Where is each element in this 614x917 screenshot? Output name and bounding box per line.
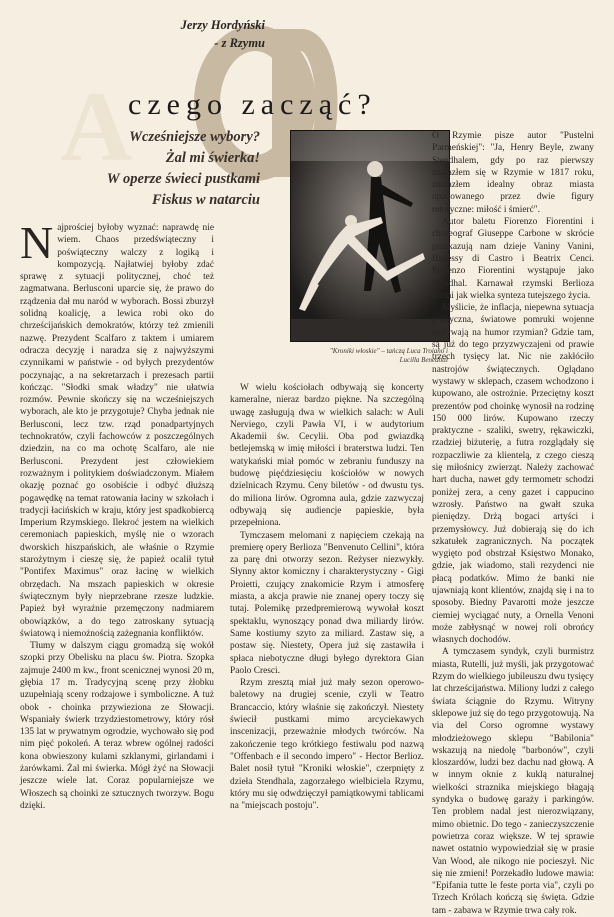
drop-cap: N [20,217,54,268]
column-3-paragraph-2: Autor baletu Fiorenzo Fiorentini i choreograf Giuseppe Carbone w skrócie przekazują nam dzieje Vaniny Vanini, Badessy di Castro i Beatrix Cenci. Fiorenzo Fiorentini wystąpuje jako Stendhal. Karnawał rzymski Berlioza brzmi jak wielka synteza tutejszego życia. [432,217,594,301]
column-1-paragraph-1: ajprościej byłoby wyznać: naprawdę nie wiem. Chaos przedświąteczny i poświąteczny walczy z logiką i kompozycją. Najłatwiej byłoby zdać sprawę z sytuacji politycznej, choć też zagmatwana. Berlusconi uparcie się, że prawo do rządzenia dał mu naród w wyborach. Bossi zburzył solidną koalicję, a lewica robi oko do chrześcijańskich demokratów, którzy też zmienili nazwę. Prezydent Scalfaro z taktem i umiarem odracza decyzję i naradza się z najwyższymi czynnikami w państwie - od byłych prezydentów poczynając, a na sekretarzach i prezesach partii kończąc. "Słodki smak władzy" nie ułatwia rozmów. Pewnie skończy się na wcześniejszych wyborach, ale kto je przygotuje? Chyba jednak nie Berlusconi, lecz tzw. rząd ponadpartyjnych technokratów, czyli fachowców z poszczególnych dziedzin, na co ma ochotę Scalfaro, ale nie Berlusconi. Prezydent jest człowiekiem rozważnym i politykiem doświadczonym. Miałem okazję poznać go osobiście i odbyć dłuższą pogawędkę na temat ratowania łaciny w szkołach i tradycji łacińskich w kraju, który jest spadkobiercą Imperium Rzymskiego. Ilekroć jestem na wielkich ceremoniach papieskich, myślę nie o wzorach dworskich hiszpańskich, ale właśnie o Rzymie starożytnym i cieszę się, że papież ocalił tytuł "Pontifex Maximus" oraz łacinę w wielkich obrzędach. Na mszach papieskich w okresie świątecznym były nieprzebrane rzesze ludzkie. Papież był wyraźnie przemęczony nadmiarem obowiązków, a do tego zatroskany sytuacją światową i niemożnością zażegnania konfliktów. [20,223,214,639]
column-2-paragraph-2: Tymczasem melomani z napięciem czekają na premierę opery Berlioza "Benvenuto Cellini", która za parę dni otworzy sezon. Reżyser niezwykły. Słynny aktor komiczny i charakterystyczny - Gigi Proietti, czujący znakomicie Rzym i atmosferę miasta, a akcja prawie nie znanej opery toczy się tutaj. Polemikę przedpremierową wywołał koszt spektaklu, wynoszący ponad dwa miliardy lirów. Same kostiumy szyto za miliard. Zastaw się, a postaw się. Niestety, Opera już się zastawiła i spłaca niebotyczne długi byłego dyrektora Gian Paolo Cresci. [230,530,424,676]
column-2-paragraph-3: Rzym zresztą miał już mały sezon operowo-baletowy na drugiej scenie, czyli w Teatro Brancaccio, który właśnie się zakończył. Niestety świecił pustkami mimo arcyciekawych inscenizacji, przeważnie młodych twórców. Na zakończenie tego krótkiego festiwalu pod nazwą "Offenbach e il secondo impero" - Hector Berlioz. Balet nosił tytuł "Kroniki włoskie", czerpnięty z dzieła Stendhala, zagorzałego wielbiciela Rzymu, który mu się odwdzięczył pamiątkowymi tablicami na "miejscach postoju". [230,678,424,812]
page-headline: czego zacząć? [128,88,377,121]
photo-caption: "Kroniki włoskie" – tańczą Luca Troiano i Lucilla Benedotti [329,347,448,364]
lead-line-2: Żal mi świerka! [165,150,260,166]
author-location: - z Rzymu [214,36,265,50]
svg-text:A: A [60,71,133,182]
column-1-paragraph-2: Tłumy w dalszym ciągu gromadzą się wokół szopki przy Obelisku na placu św. Piotra. Szopka zajmuje 2400 m kw., front scenicznej wynosi 20 m, głębia 17 m. Tradycyjną scenę przy żłobku uzupełniają sceny rodzajowe i symboliczne. A tuż obok - choinka przywieziona ze Słowacji. Wspaniały świerk trzydziestometrowy, który rósł 135 lat w prywatnym ogrodzie, wychowało się pod nim pięć pokoleń. A teraz wbrew ogólnej radości kona obwieszony kulami szklanymi, girlandami i żarówkami. Żal mi świerka. Mógł żyć na Słowacji jeszcze wiele lat. Coraz popularniejsze we Włoszech są choinki ze sztucznych tworzyw. Bogu dzięki. [20,641,214,811]
lead-line-3: W operze świeci pustkami [106,171,260,187]
lead-line-4: Fiskus w natarciu [152,192,260,208]
article-column-3 [432,130,594,917]
author-name: Jerzy Hordyński [180,18,265,32]
column-2-paragraph-1: W wielu kościołach odbywają się koncerty kameralne, nieraz bardzo piękne. Na szczególną uwagę zasługują dwa w wielkich salach: w Auli Nerviego, czyli Pawła VI, i w audytorium Akademii św. Cecylii. Oba pod gwiazdką betlejemską w imię miłości i braterstwa ludzi. Ten watykański miał pomóc w zebraniu funduszy na budowę pięćdziesięciu kościołów w nowych dzielnicach Rzymu. Ceny biletów - od dwustu tys. do miliona lirów. Ogromna aula, gdzie zazwyczaj odbywają się audiencje papieskie, była przepełniona. [230,383,424,529]
column-3-paragraph-3: Myślicie, że inflacja, niepewna sytuacja polityczna, światowe pomruki wojenne wpływają na humor rzymian? Gdzie tam, są już do tego przyzwyczajeni od prawie trzech tysięcy lat. Nic nie zakłóciło nastrojów świątecznych. Oglądano wystawy w sklepach, czasem wchodzono i kupowano, ale ostrożnie. Przeciętny koszt prezentów pod choinkę wynosił na rodzinę 150 000 lirów. Kupowano rzeczy praktyczne - szaliki, swetry, rękawiczki, rzadziej biżuterię, a futra rozglądały się rozpaczliwie za klientelą, z czego cieszą się miłośnicy zwierząt. Należy zachować hart ducha, nawet gdy termometr schodzi poniżej zera, a ceny gazet i cappucino wzrosły. Państwo na gwałt szuka pieniędzy. Drżą bogaci artyści i przemysłowcy. Już dobierają się do ich szkatułek zagranicznych. Na początek wygięto pod obstrzał Księstwo Monako, gdzie, jak wiadomo, stali rezydenci nie płacą podatków. Mimo że banki nie ujawniają kont klientów, znajdą się i na to sposoby. Biedny Pavarotti może jeszcze ciemiej wyciągać nuty, a Ornella Venoni może zabłysnąć w nowej roli obrońcy własnych dochodów. [432,303,594,646]
article-column-2 [230,382,424,812]
lead-deck [72,127,260,211]
article-column-1 [20,217,214,812]
column-3-paragraph-4: A tymczasem syndyk, czyli burmistrz miasta, Rutelli, już myśli, jak przygotować Rzym do wielkiego jubileuszu dwu tysięcy lat chrześcijaństwa. Miliony ludzi z całego świata ściągnie do Rzymu. Witryny sklepowe już się do tego przygotowują. Na via del Corso ogromne wystawy młodzieżowego sklepu "Babilonia" wskazują na niedolę "barbonów", czyli kloszardów, ludzi bez dachu nad głową. A w innym oknie z kuklą naturalnej wielkości straznika miejskiego błagają syndyka o budowę garaży i parkingów. Ten problem nadal jest nierozwiązany, mimo obietnic. Do tego - zanieczyszczenie powietrza coraz większe. W tej sprawie nawet ostatnio wypowiedział się w prasie Van Wood, ale nikogo nie pocieszył. Nic się nie zmieni! Porzekadło ludowe mawia: "Epifania tutte le feste porta via", czyli po Trzech Królach kończą się święta. Gdzie tam - zabawa w Rzymie trwa cały rok. [432,647,594,916]
column-3-paragraph-1: O Rzymie pisze autor "Pustelni Parmeńskiej": "Ja, Henry Beyle, zwany Stendhalem, gdy po raz pierwszy znalazłem się w Rzymie w 1817 roku, znalazłem idealny obraz miasta opanowanego przez dwie figury retoryczne: miłość i śmierć". [432,131,594,215]
ballet-photo [290,130,450,342]
author-byline [115,16,265,52]
lead-line-1: Wcześniejsze wybory? [129,129,260,145]
